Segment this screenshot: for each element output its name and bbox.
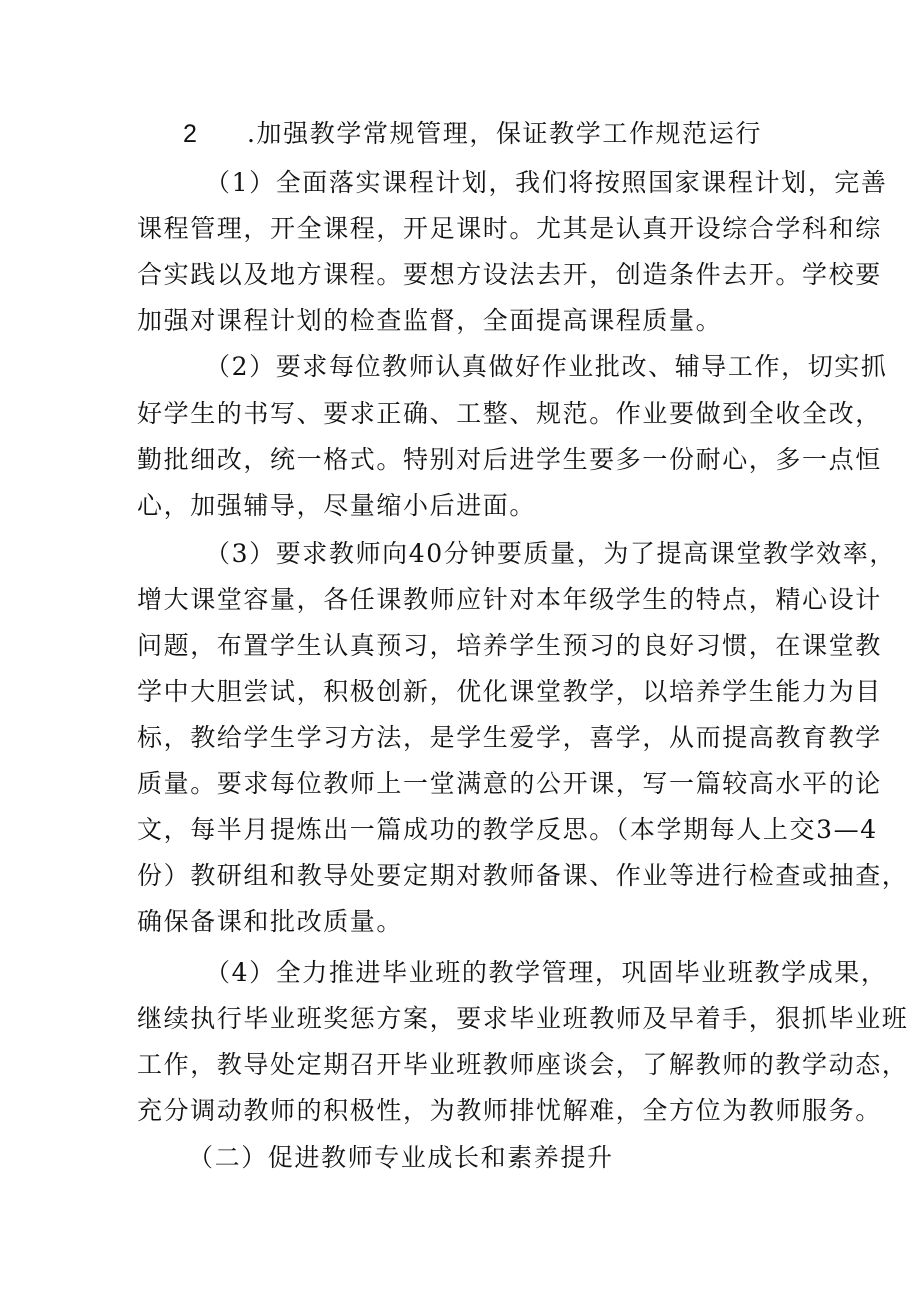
- paragraph-3-line-2: 增大课堂容量，各任课教师应针对本年级学生的特点，精心设计: [137, 585, 882, 614]
- heading-number: 2: [183, 120, 197, 148]
- paragraph-1-line-3: 合实践以及地方课程。要想方设法去开，创造条件去开。学校要: [137, 260, 882, 289]
- paragraph-3-line-8: 份）教研组和教导处要定期对教师备课、作业等进行检查或抽查，: [137, 861, 909, 890]
- paragraph-1-line-4: 加强对课程计划的检查监督，全面提高课程质量。: [137, 306, 723, 335]
- paragraph-4-line-3: 工作，教导处定期召开毕业班教师座谈会，了解教师的教学动态，: [137, 1050, 909, 1079]
- paragraph-4-line-1: （4）全力推进毕业班的教学管理，巩固毕业班教学成果，: [205, 958, 888, 987]
- paragraph-3-line-9: 确保备课和批改质量。: [137, 907, 404, 936]
- paragraph-3-line-7: 文，每半月提炼出一篇成功的教学反思。（本学期每人上交3—4: [137, 815, 878, 844]
- paragraph-3-line-6: 质量。要求每位教师上一堂满意的公开课，写一篇较高水平的论: [137, 769, 882, 798]
- paragraph-3-line-4: 学中大胆尝试，积极创新，优化课堂教学，以培养学生能力为目: [137, 677, 882, 706]
- paragraph-1-line-1: （1）全面落实课程计划，我们将按照国家课程计划，完善: [205, 168, 888, 197]
- paragraph-2-line-4: 心，加强辅导，尽量缩小后进面。: [137, 491, 537, 520]
- paragraph-4-line-4: 充分调动教师的积极性，为教师排忧解难，全方位为教师服务。: [137, 1096, 882, 1125]
- paragraph-2-line-3: 勤批细改，统一格式。特别对后进学生要多一份耐心，多一点恒: [137, 445, 882, 474]
- paragraph-2-line-1: （2）要求每位教师认真做好作业批改、辅导工作，切实抓: [205, 352, 888, 381]
- section-heading: .加强教学常规管理，保证教学工作规范运行: [247, 119, 762, 148]
- subsection-heading: （二）促进教师专业成长和素养提升: [188, 1143, 614, 1172]
- paragraph-3-line-1: （3）要求教师向40分钟要质量，为了提高课堂教学效率，: [205, 539, 896, 568]
- paragraph-2-line-2: 好学生的书写、要求正确、工整、规范。作业要做到全收全改，: [137, 399, 882, 428]
- paragraph-3-line-5: 标，教给学生学习方法，是学生爱学，喜学，从而提高教育教学: [137, 723, 882, 752]
- paragraph-3-line-3: 问题，布置学生认真预习，培养学生预习的良好习惯，在课堂教: [137, 631, 882, 660]
- paragraph-1-line-2: 课程管理，开全课程，开足课时。尤其是认真开设综合学科和综: [137, 214, 882, 243]
- paragraph-4-line-2: 继续执行毕业班奖惩方案，要求毕业班教师及早着手，狠抓毕业班: [137, 1004, 909, 1033]
